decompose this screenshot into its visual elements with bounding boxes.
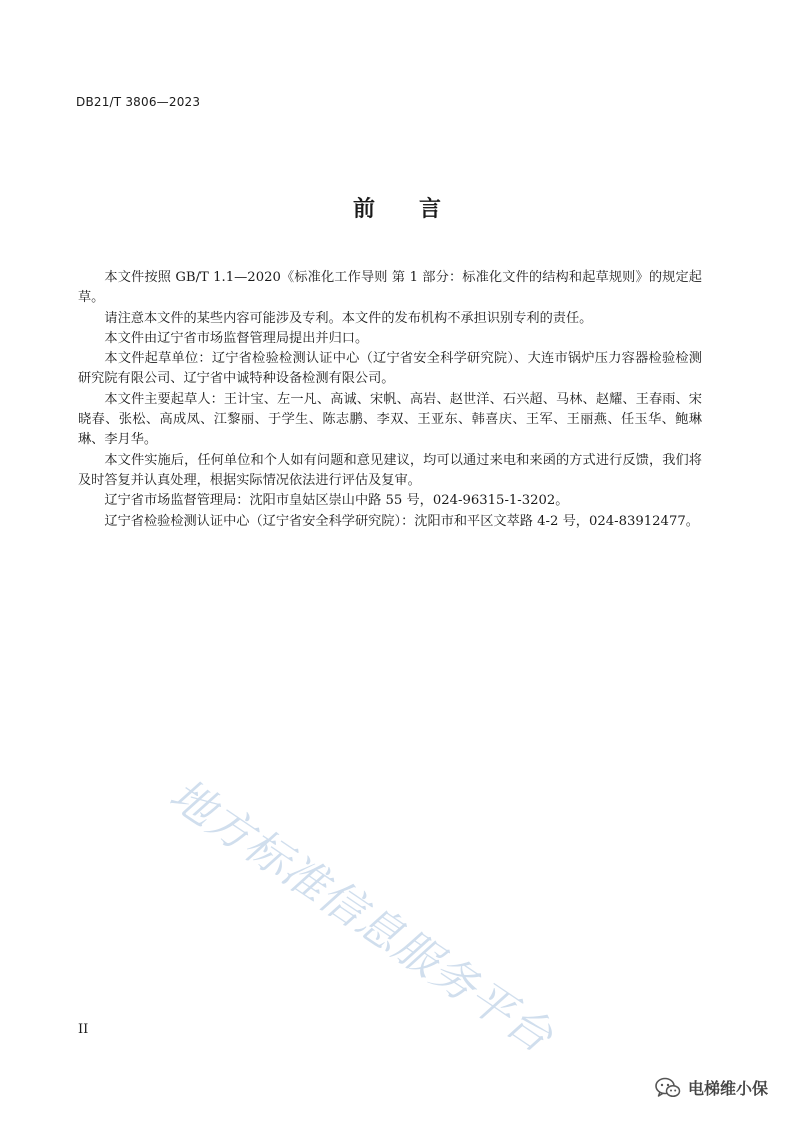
watermark: 地方标准信息服务平台: [160, 769, 562, 1064]
paragraph-feedback: 本文件实施后，任何单位和个人如有问题和意见建议，均可以通过来电和来函的方式进行反馈，我们将及时答复并认真处理，根据实际情况依法进行评估及复审。: [78, 452, 702, 488]
title-char-1: 前: [352, 197, 375, 222]
wechat-account-badge: [655, 1076, 768, 1099]
paragraph-patent-notice: 请注意本文件的某些内容可能涉及专利。本文件的发布机构不承担识别专利的责任。: [104, 310, 593, 326]
paragraph-contact-center: 辽宁省检验检测认证中心（辽宁省安全科学研究院）：沈阳市和平区文萃路 4-2 号，024-83912477。: [104, 513, 699, 529]
wechat-icon: [655, 1077, 681, 1099]
wechat-account-name: 电梯维小保: [687, 1079, 768, 1098]
page-number: II: [78, 1022, 89, 1037]
paragraph-drafters: 本文件主要起草人：王计宝、左一凡、高诚、宋帆、高岩、赵世洋、石兴超、马林、赵耀、王春雨、宋晓春、张松、高成凤、江黎丽、于学生、陈志鹏、李双、王亚东、韩喜庆、王军、王丽燕、任玉华、鲍琳琳、李月华。: [78, 391, 702, 448]
standard-code: DB21/T 3806—2023: [76, 95, 201, 109]
paragraph-drafting-units: 本文件起草单位：辽宁省检验检测认证中心（辽宁省安全科学研究院）、大连市锅炉压力容器检验检测研究院有限公司、辽宁省中诚特种设备检测有限公司。: [78, 351, 702, 387]
paragraph-contact-bureau: 辽宁省市场监督管理局：沈阳市皇姑区崇山中路 55 号，024-96315-1-3202。: [104, 493, 569, 509]
paragraph-drafting-basis: 本文件按照 GB/T 1.1—2020《标准化工作导则 第 1 部分：标准化文件的结构和起草规则》的规定起草。: [78, 270, 702, 306]
foreword-body: [78, 268, 702, 532]
paragraph-proposer: 本文件由辽宁省市场监督管理局提出并归口。: [104, 330, 369, 346]
title-char-2: 言: [419, 197, 442, 222]
section-title: [0, 192, 794, 223]
